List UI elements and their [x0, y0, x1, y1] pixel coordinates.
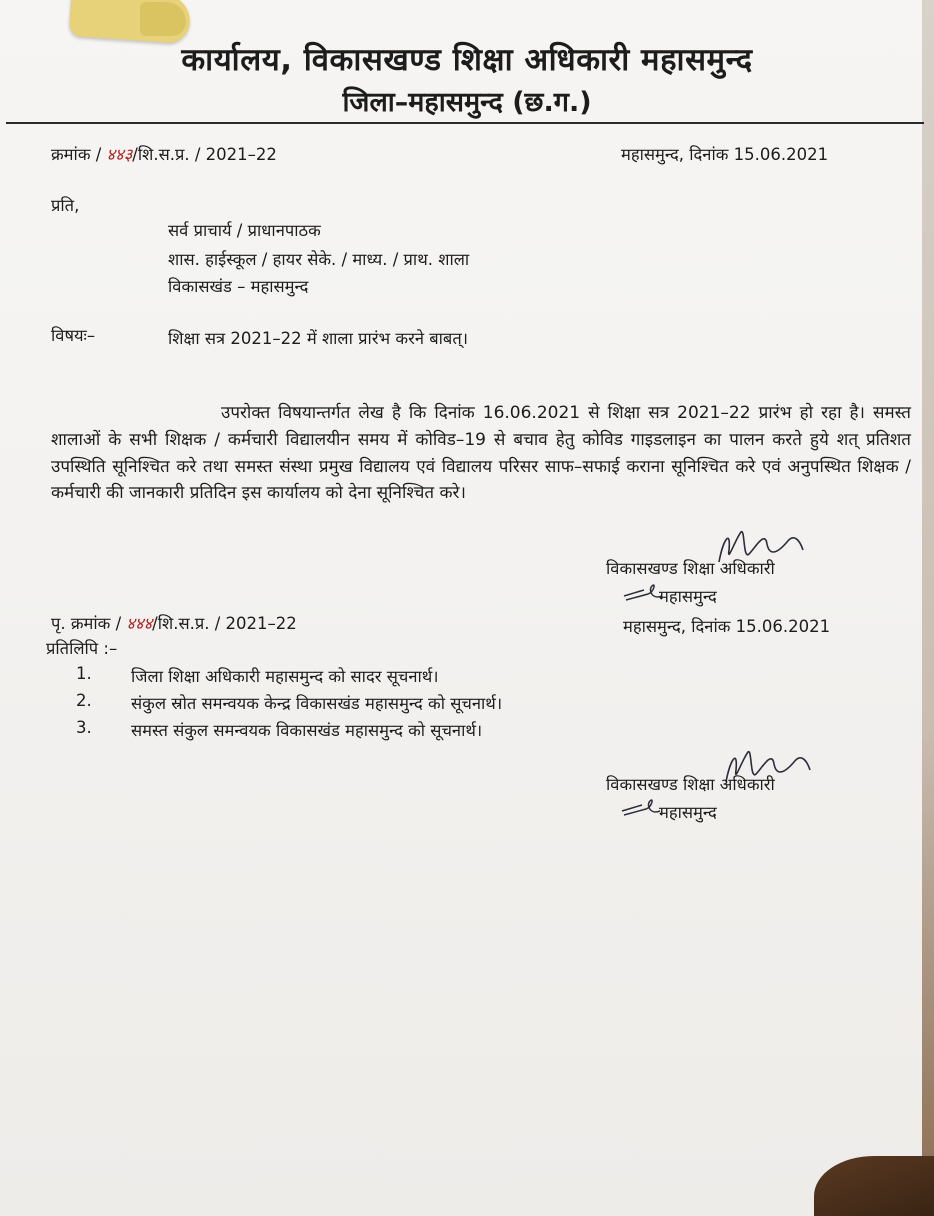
office-title: कार्यालय, विकासखण्ड शिक्षा अधिकारी महासमुन्द: [181, 42, 753, 78]
copy-reference-handwritten-number: ४४४: [126, 614, 153, 633]
copy-reference-suffix: /शि.स.प्र. / 2021–22: [152, 614, 297, 633]
copy-reference-place-date: महासमुन्द, दिनांक 15.06.2021: [623, 617, 831, 636]
subject-text: शिक्षा सत्र 2021–22 में शाला प्रारंभ करने बाबत्।: [168, 329, 468, 348]
to-label: प्रति,: [51, 196, 80, 215]
copy-item-number: 1.: [76, 664, 92, 683]
highlighter-cap: [140, 2, 186, 36]
addressee-line-3: विकासखंड – महासमुन्द: [168, 277, 309, 296]
signature-2-place: महासमुन्द: [659, 803, 717, 822]
reference-prefix: क्रमांक /: [51, 145, 102, 164]
addressee-line-1: सर्व प्राचार्य / प्राधानपाठक: [168, 221, 321, 240]
copy-item-text: संकुल स्रोत समन्वयक केन्द्र विकासखंड महासमुन्द को सूचनार्थ।: [131, 694, 503, 713]
copy-reference-number: [51, 611, 297, 634]
reference-place-date: महासमुन्द, दिनांक 15.06.2021: [621, 145, 829, 164]
signature-1-designation: विकासखण्ड शिक्षा अधिकारी: [606, 559, 775, 578]
copy-label: प्रतिलिपि :–: [46, 639, 118, 658]
copy-item-text: समस्त संकुल समन्वयक विकासखंड महासमुन्द को सूचनार्थ।: [131, 721, 483, 740]
copy-item-text: जिला शिक्षा अधिकारी महासमुन्द को सादर सूचनार्थ।: [131, 667, 439, 686]
signature-2-designation: विकासखण्ड शिक्षा अधिकारी: [606, 775, 775, 794]
reference-handwritten-number: ४४३: [106, 145, 133, 164]
copy-item-number: 2.: [76, 691, 92, 710]
reference-suffix: /शि.स.प्र. / 2021–22: [132, 145, 277, 164]
letter-body: [51, 400, 911, 507]
subject-label: विषयः–: [51, 326, 96, 345]
signature-1-place: महासमुन्द: [659, 587, 717, 606]
reference-number: [51, 142, 277, 165]
letter-body-text: उपरोक्त विषयान्तर्गत लेख है कि दिनांक 16.06.2021 से शिक्षा सत्र 2021–22 प्रारंभ हो रहा है। समस्त शालाओं के सभी शिक्षक / कर्मचारी विद्यालयीन समय में कोविड–19 से बचाव हेतु कोविड गाइडलाइन का पालन करते हुये शत् प्रतिशत उपस्थिति सूनिश्चित करे तथा समस्त संस्था प्रमुख विद्यालय एवं विद्यालय परिसर साफ–सफाई कराना सूनिश्चित करे एवं अनुपस्थित शिक्षक / कर्मचारी की जानकारी प्रतिदिन इस कार्यालय को देना सूनिश्चित करे।: [51, 403, 911, 504]
page-edge: [922, 0, 934, 1216]
header-rule: [6, 122, 924, 124]
district-subtitle: जिला–महासमुन्द (छ.ग.): [342, 87, 592, 118]
copy-reference-prefix: पृ. क्रमांक /: [51, 614, 122, 633]
addressee-line-2: शास. हाईस्कूल / हायर सेके. / माध्य. / प्राथ. शाला: [168, 250, 470, 269]
copy-item-number: 3.: [76, 718, 92, 737]
